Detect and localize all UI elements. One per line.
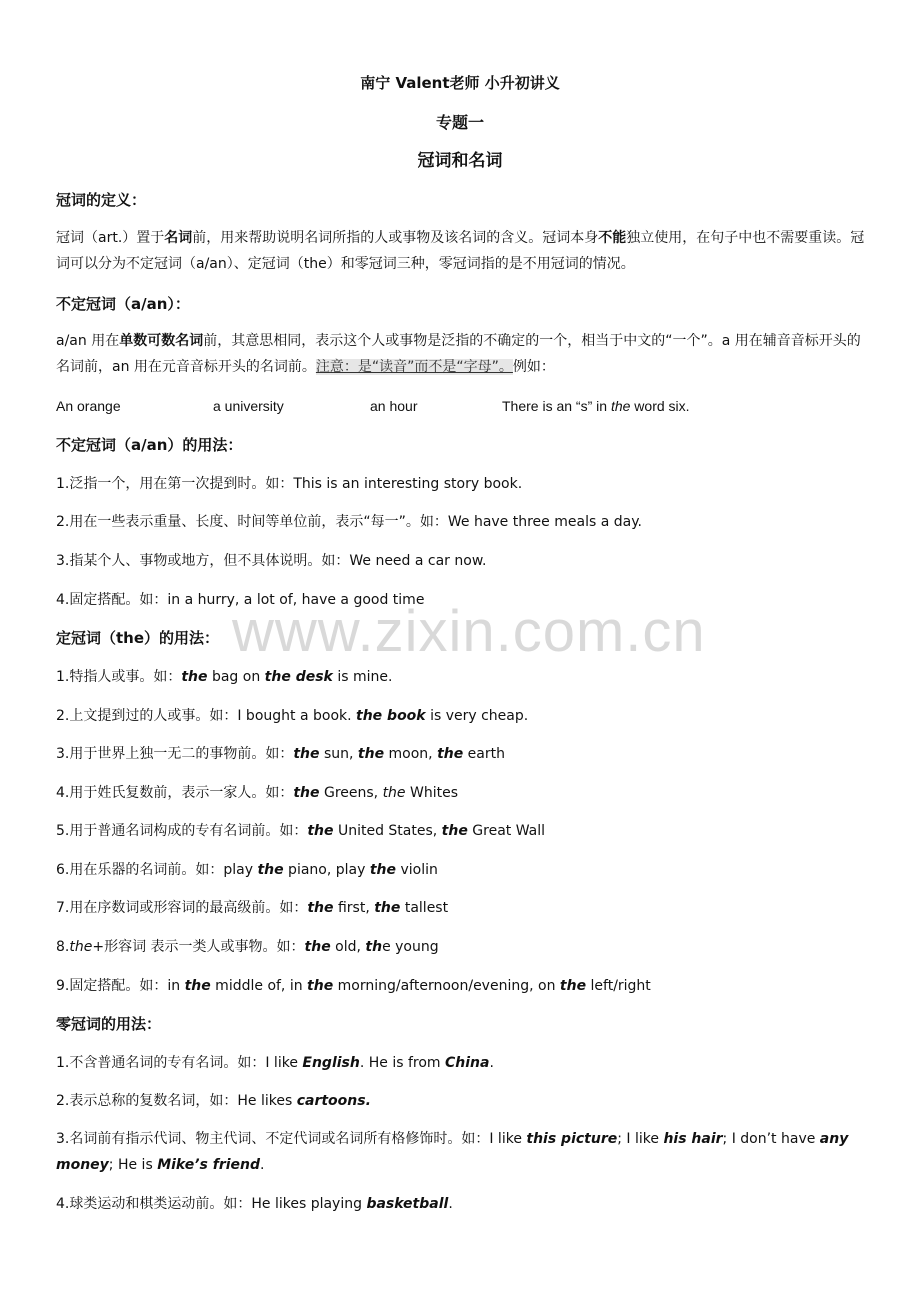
- indefinite-usage-1: 1.泛指一个，用在第一次提到时。如：This is an interesting story book.: [56, 476, 523, 492]
- indefinite-usage-3: 3.指某个人、事物或地方，但不具体说明。如：We need a car now.: [56, 553, 487, 569]
- note-highlight: 注意：是“读音”而不是“字母”。: [315, 359, 513, 375]
- example-2: a university: [213, 398, 284, 414]
- definition-paragraph: 冠词（art.）置于名词前，用来帮助说明名词所指的人或事物及该名词的含义。冠词本身不能独立使用，在句子中也不需要重读。冠词可以分为不定冠词（a/an）、定冠词（the）和零冠词三种，零冠词指的是不用冠词的情况。: [56, 230, 865, 272]
- indefinite-heading: 不定冠词（a/an）：: [56, 295, 190, 313]
- definite-usage-7: 7.用在序数词或形容词的最高级前。如：the first, the tallest: [56, 900, 449, 916]
- zero-usage-heading: 零冠词的用法：: [56, 1015, 162, 1033]
- definite-usage-9: 9.固定搭配。如：in the middle of, in the morning/afternoon/evening, on the left/right: [56, 978, 651, 994]
- indefinite-usage-2: 2.用在一些表示重量、长度、时间等单位前，表示“每一”。如：We have three meals a day.: [56, 514, 642, 530]
- definite-usage-8: 8.the+形容词 表示一类人或事物。如：the old, the young: [56, 939, 439, 955]
- zero-usage-4: 4.球类运动和棋类运动前。如：He likes playing basketball.: [56, 1196, 453, 1212]
- example-4: There is an “s” in the word six.: [502, 398, 690, 414]
- definite-usage-1: 1.特指人或事。如：the bag on the desk is mine.: [56, 669, 393, 685]
- zero-usage-2: 2.表示总称的复数名词，如：He likes cartoons.: [56, 1093, 371, 1109]
- indefinite-usage-4: 4.固定搭配。如：in a hurry, a lot of, have a good time: [56, 592, 425, 608]
- example-3: an hour: [370, 398, 418, 414]
- watermark: www.zixin.com.cn: [232, 599, 706, 664]
- zero-usage-3: 3.名词前有指示代词、物主代词、不定代词或名词所有格修饰时。如：I like this picture; I like his hair; I don’t have any money; He is Mike’s friend.: [56, 1131, 849, 1173]
- section-title: 冠词和名词: [417, 151, 503, 171]
- definite-usage-6: 6.用在乐器的名词前。如：play the piano, play the violin: [56, 862, 438, 878]
- definite-usage-2: 2.上文提到过的人或事。如：I bought a book. the book is very cheap.: [56, 708, 529, 724]
- zero-usage-1: 1.不含普通名词的专有名词。如：I like English. He is from China.: [56, 1055, 494, 1071]
- topic-title: 专题一: [435, 113, 484, 132]
- indefinite-paragraph: a/an 用在单数可数名词前，其意思相同，表示这个人或事物是泛指的不确定的一个，相当于中文的“一个”。a 用在辅音音标开头的名词前，an 用在元音音标开头的名词前。注意：是“读音”而不是“字母”。例如：: [56, 333, 861, 375]
- definite-usage-heading: 定冠词（the）的用法：: [56, 629, 220, 647]
- definite-usage-4: 4.用于姓氏复数前，表示一家人。如：the Greens, the Whites: [56, 785, 458, 801]
- example-1: An orange: [56, 398, 121, 414]
- doc-title: 南宁 Valent老师 小升初讲义: [360, 74, 560, 92]
- definite-usage-5: 5.用于普通名词构成的专有名词前。如：the United States, the Great Wall: [56, 823, 546, 839]
- indefinite-usage-heading: 不定冠词（a/an）的用法：: [56, 436, 243, 454]
- definition-heading: 冠词的定义：: [56, 191, 147, 209]
- definite-usage-3: 3.用于世界上独一无二的事物前。如：the sun, the moon, the earth: [56, 746, 505, 762]
